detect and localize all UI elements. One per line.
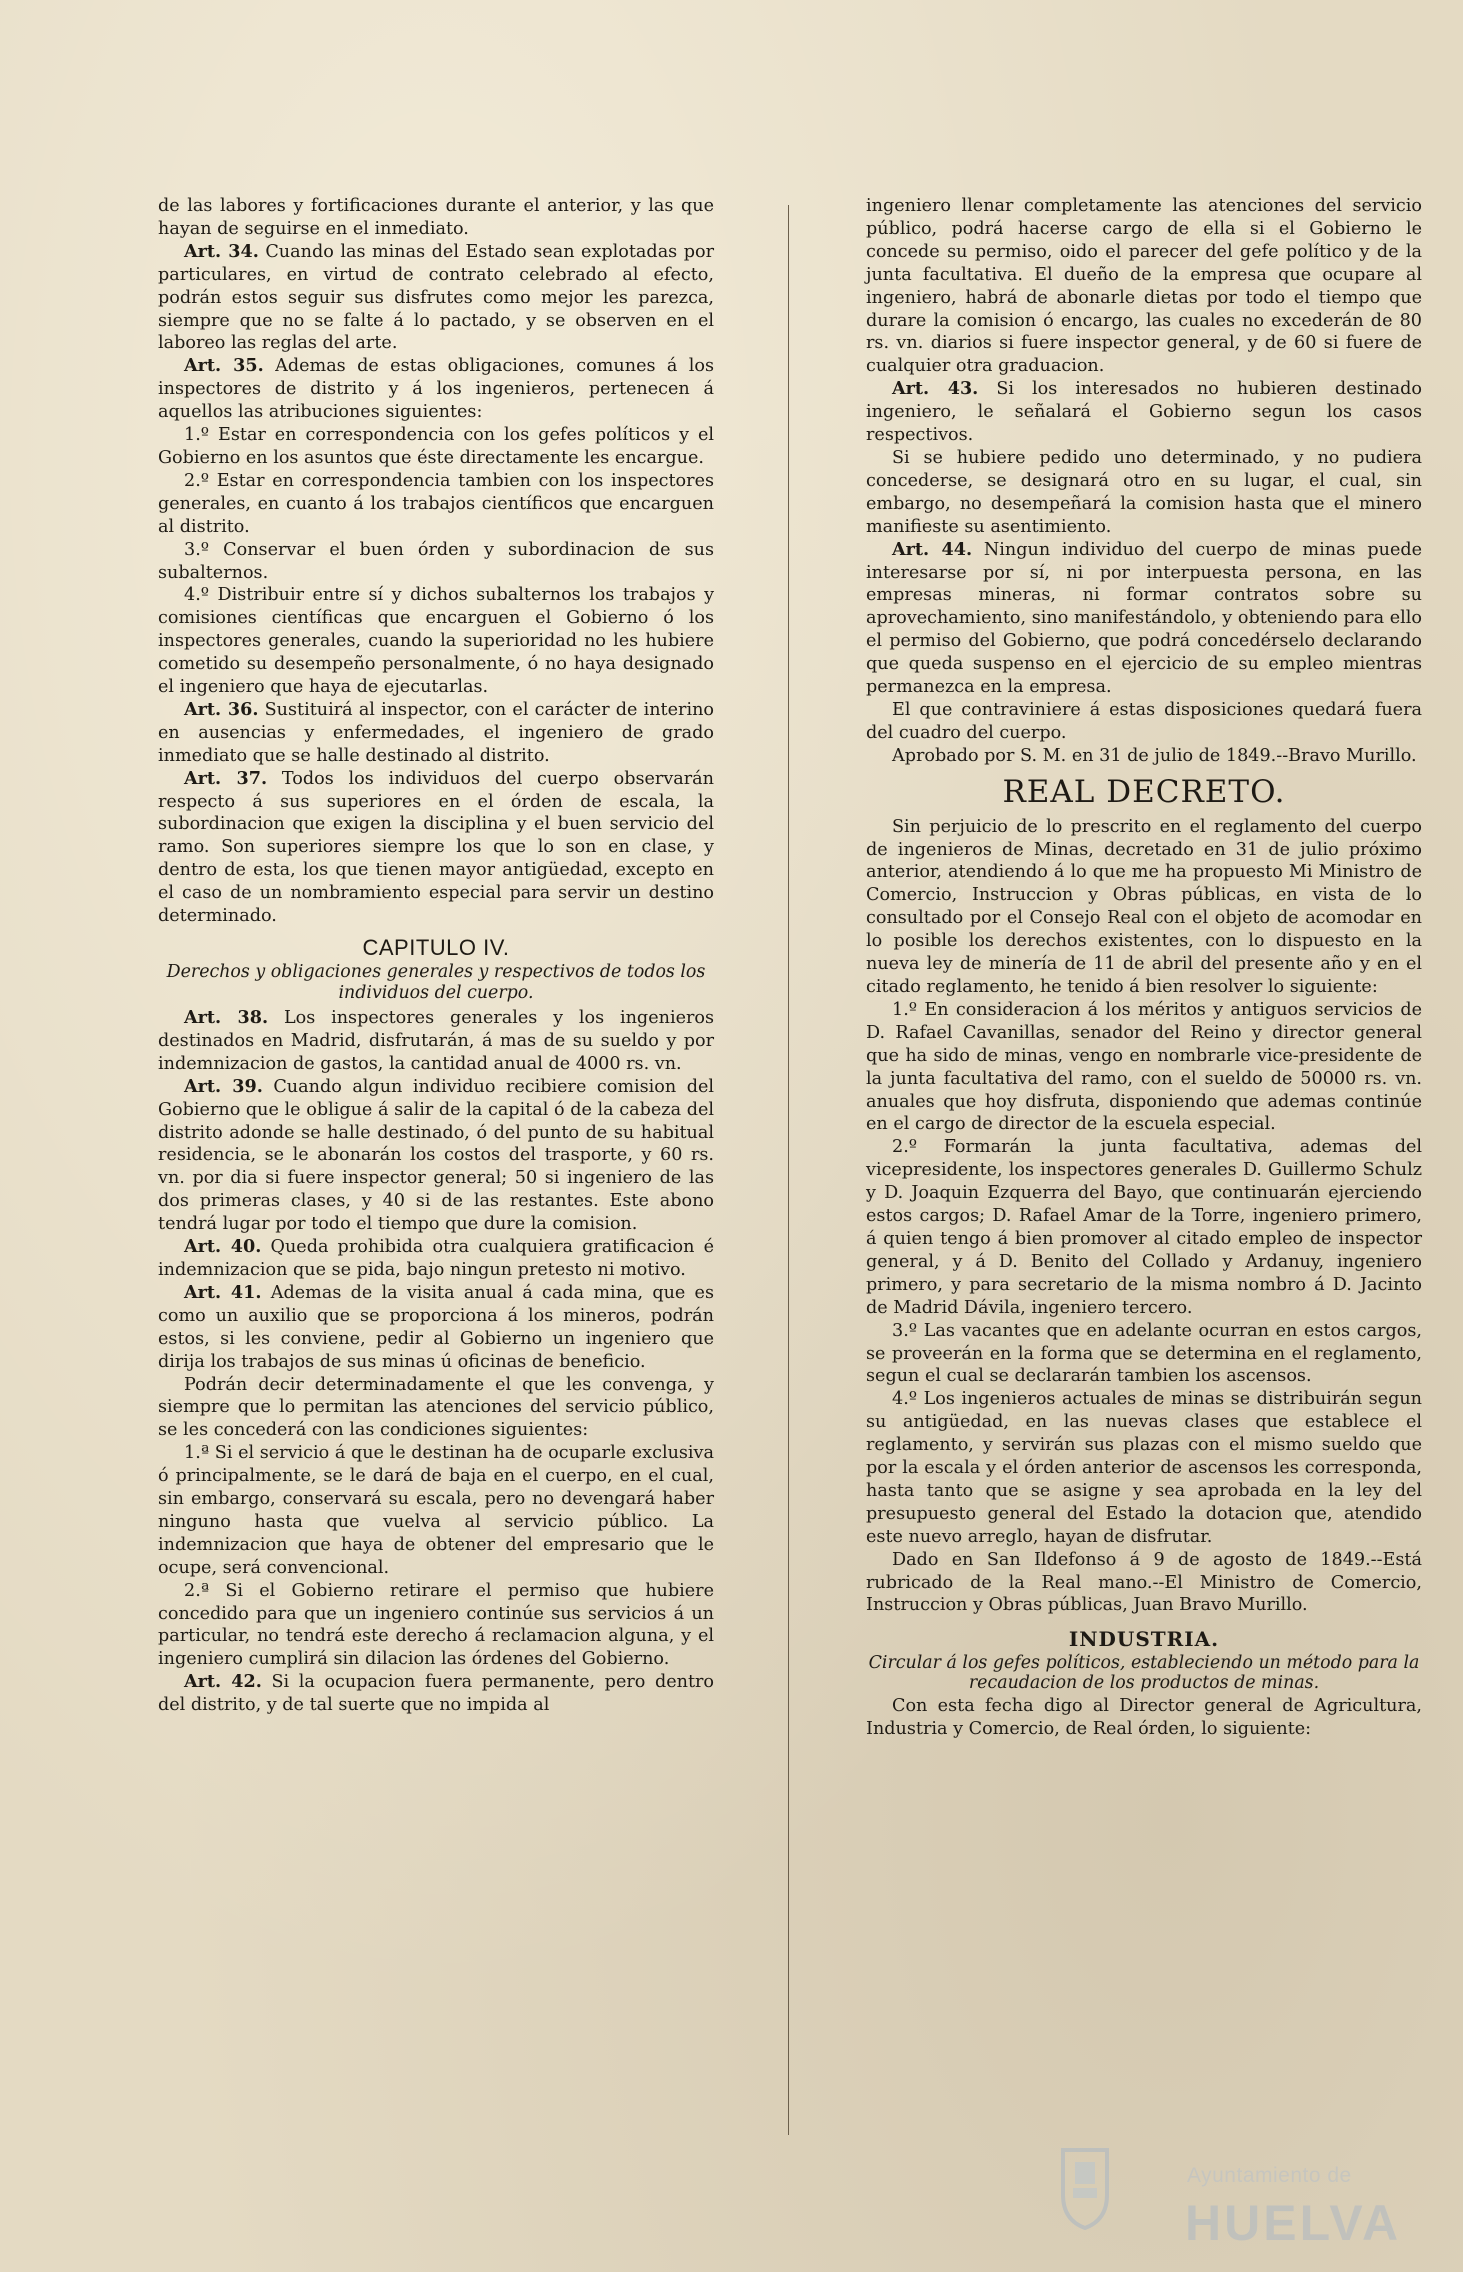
chapter-title: CAPITULO IV. [362, 935, 510, 960]
paragraph: Sin perjuicio de lo prescrito en el reglamento del cuerpo de ingenieros de Minas, decretado en 31 de julio próximo anterior, atendiendo á lo que me ha propuesto Mi Ministro de Comercio, Instruccion y Obras públicas, en vista de lo consultado por el Consejo Real con el objeto de acomodar en lo posible los derechos existentes, con lo dispuesto en la nueva ley de minería de 11 de abril del presente año y en el citado reglamento, he tenido á bien resolver lo siguiente: [866, 816, 1422, 997]
item-number: 4.º [892, 1389, 918, 1410]
list-item [866, 1320, 1422, 1389]
article-42 [158, 1671, 714, 1717]
paragraph: Con esta fecha digo al Director general de Agricultura, Industria y Comercio, de Real órden, lo siguiente: [866, 1696, 1422, 1740]
article-label: Art. 37. [184, 767, 268, 789]
list-item [158, 470, 714, 539]
article-label: Art. 44. [892, 538, 973, 560]
paragraph: Podrán decir determinadamente el que les convenga, y siempre que lo permitan las atenciones del servicio público, se les concederá con las condiciones siguientes: [158, 1374, 714, 1441]
watermark-line-2: HUELVA [1185, 2195, 1402, 2251]
list-item [158, 1442, 714, 1579]
item-text: Las vacantes que en adelante ocurran en estos cargos, se proveerán en la forma que se determina en el reglamento, segun el cual se declararán tambien los ascensos. [866, 1320, 1422, 1387]
article-label: Art. 38. [184, 1007, 269, 1028]
list-item [158, 424, 714, 470]
article-text: Ademas de estas obligaciones, comunes á los inspectores de distrito y á los ingenieros, pertenecen á aquellos las atribuciones siguientes: [158, 356, 715, 423]
item-text: En consideracion á los méritos y antiguos servicios de D. Rafael Cavanillas, senador del Reino y director general que ha sido de minas, vengo en nombrarle vice-presidente de la junta facultativa del ramo, con el sueldo de 50000 rs. vn. anuales que hoy disfruta, disponiendo que ademas continúe en el cargo de director de la escuela especial. [866, 999, 1422, 1135]
section-title: INDUSTRIA. [1068, 1627, 1220, 1652]
left-column [158, 195, 714, 1717]
article-label: Art. 40. [184, 1236, 262, 1258]
chapter-subtitle: Derechos y obligaciones generales y respectivos de todos los individuos del cuerpo. [166, 962, 706, 1003]
article-label: Art. 42. [184, 1671, 262, 1693]
article-label: Art. 36. [184, 698, 259, 720]
article-40 [158, 1236, 714, 1282]
item-number: 1.º [892, 999, 918, 1020]
item-text: Formarán la junta facultativa, ademas del vicepresidente, los inspectores generales D. Guillermo Schulz y D. Joaquin Ezquerra del Bayo, que continuarán ejerciendo estos cargos; D. Rafael Amar de la Torre, ingeniero primero, á quien tengo á bien promover al citado empleo de inspector general, y á D. Benito del Collado y Ardanuy, ingeniero primero, y para secretario de la misma nombro á D. Jacinto de Madrid Dávila, ingeniero tercero. [866, 1137, 1422, 1318]
article-44 [866, 539, 1422, 699]
article-36 [158, 699, 714, 768]
list-item [866, 999, 1422, 1136]
article-43 [866, 378, 1422, 447]
article-text: Cuando algun individuo recibiere comision del Gobierno que le obligue á salir de la capital ó de la cabeza del distrito adonde se halle destinado, ó del punto de su habitual residencia, se le abonarán los costos del trasporte, y 60 rs. vn. por dia si fuere inspector general; 50 si ingeniero de las dos primeras clases, y 40 si de las restantes. Este abono tendrá lugar por todo el tiempo que dure la comision. [158, 1076, 715, 1235]
list-item [866, 1388, 1422, 1548]
article-37 [158, 768, 714, 928]
article-38 [158, 1007, 714, 1076]
decree-title: REAL DECRETO. [1002, 773, 1286, 810]
item-text: Conservar el buen órden y subordinacion de sus subalternos. [158, 539, 714, 583]
article-text: Los inspectores generales y los ingenieros destinados en Madrid, disfrutarán, á mas de su sueldo y por indemnizacion de gastos, la cantidad anual de 4000 rs. vn. [158, 1008, 715, 1074]
item-number: 3.º [892, 1320, 918, 1341]
list-item [158, 584, 714, 699]
item-text: Distribuir entre sí y dichos subalternos los trabajos y comisiones científicas que encarguen el Gobierno ó los inspectores generales, cuando la superioridad no les hubiere cometido su desempeño personalmente, ó no haya designado el ingeniero que haya de ejecutarlas. [158, 585, 715, 698]
article-35 [158, 355, 714, 424]
archive-watermark [1055, 2140, 1402, 2260]
article-text: Si la ocupacion fuera permanente, pero dentro del distrito, y de tal suerte que no impida al [158, 1672, 715, 1716]
article-label: Art. 43. [892, 378, 979, 400]
item-text: Si el servicio á que le destinan ha de ocuparle exclusiva ó principalmente, se le dará de baja en el cuerpo, en el cual, sin embargo, conservará su escala, pero no devengará haber ninguno hasta que vuelva al servicio público. La indemnizacion que haya de obtener del empresario que le ocupe, será convencional. [158, 1443, 714, 1578]
article-text: Si los interesados no hubieren destinado ingeniero, le señalará el Gobierno segun los casos respectivos. [866, 379, 1423, 446]
coat-of-arms-icon [1055, 2140, 1115, 2230]
watermark-line-1: Ayuntamiento de [1187, 2164, 1352, 2187]
item-number: 2.º [184, 470, 210, 491]
item-text: Los ingenieros actuales de minas se distribuirán segun su antigüedad, en las nuevas clases que establece el reglamento, y servirán sus plazas con el mismo sueldo que por la escala y el órden anterior de ascensos les corresponda, hasta tanto que se asigne y sea aprobada en la ley del presupuesto general del Estado la dotacion que, atendido este nuevo arreglo, hayan de disfrutar. [866, 1389, 1423, 1547]
item-number: 3.º [184, 539, 210, 560]
paragraph: ingeniero llenar completamente las atenciones del servicio público, podrá hacerse cargo de ella si el Gobierno le concede su permiso, oido el parecer del gefe político y de la junta facultativa. El dueño de la empresa que ocupare al ingeniero, habrá de abonarle dietas por todo el tiempo que durare la comision ó encargo, las cuales no excederán de 80 rs. vn. diarios si fuere inspector general, y de 60 si fuere de cualquier otra graduacion. [866, 196, 1422, 377]
paragraph: El que contraviniere á estas disposiciones quedará fuera del cuadro del cuerpo. [866, 699, 1422, 743]
article-text: Sustituirá al inspector, con el carácter de interino en ausencias y enfermedades, el ingeniero de grado inmediato que se halle destinado al distrito. [158, 699, 714, 766]
article-text: Todos los individuos del cuerpo observarán respecto á sus superiores en el órden de escala, la subordinacion que exigen la disciplina y el buen servicio del ramo. Son superiores siempre los que lo son en clase, y dentro de esta, los que tienen mayor antigüedad, excepto en el caso de un nombramiento especial para servir un destino determinado. [158, 768, 715, 927]
approval-line: Aprobado por S. M. en 31 de julio de 1849.--Bravo Murillo. [892, 745, 1417, 766]
item-number: 2.º [892, 1137, 918, 1158]
right-column [866, 195, 1422, 1741]
article-text: Cuando las minas del Estado sean explotadas por particulares, en virtud de contrato celebrado al efecto, podrán estos seguir sus disfrutes como mejor les parezca, siempre que no se falte á lo pactado, y se observen en el laboreo las reglas del arte. [158, 241, 714, 354]
item-text: Estar en correspondencia con los gefes políticos y el Gobierno en los asuntos que éste directamente les encargue. [158, 425, 714, 468]
article-label: Art. 34. [184, 240, 259, 262]
signature-line: Dado en San Ildefonso á 9 de agosto de 1849.--Está rubricado de la Real mano.--El Ministro de Comercio, Instruccion y Obras públicas, Juan Bravo Murillo. [866, 1549, 1422, 1616]
list-item [158, 1580, 714, 1672]
article-text: Ningun individuo del cuerpo de minas puede interesarse por sí, ni por interpuesta persona, en las empresas mineras, ni formar contratos sobre su aprovechamiento, sino manifestándolo, y obteniendo para ello el permiso del Gobierno, que podrá concedérselo declarando que queda suspenso en el ejercicio de su empleo mientras permanezca en la empresa. [866, 539, 1423, 698]
item-number: 1.º [184, 425, 210, 446]
item-number: 4.º [184, 585, 210, 606]
item-number: 2.ª [184, 1580, 210, 1601]
paragraph: Si se hubiere pedido uno determinado, y no pudiera concederse, se designará otro en su lugar, el cual, sin embargo, no desempeñará la comision hasta que el minero manifieste su asentimiento. [866, 447, 1422, 537]
article-label: Art. 41. [184, 1281, 262, 1303]
article-39 [158, 1076, 714, 1236]
paragraph: de las labores y fortificaciones durante el anterior, y las que hayan de seguirse en el inmediato. [158, 196, 714, 239]
article-text: Ademas de la visita anual á cada mina, que es como un auxilio que se proporciona á los mineros, podrán estos, si les conviene, pedir al Gobierno un ingeniero que dirija los trabajos de sus minas ú oficinas de beneficio. [158, 1282, 715, 1372]
list-item [866, 1136, 1422, 1319]
item-text: Estar en correspondencia tambien con los inspectores generales, en cuanto á los trabajos científicos que encarguen al distrito. [158, 470, 715, 537]
column-divider [788, 205, 789, 2135]
item-text: Si el Gobierno retirare el permiso que hubiere concedido para que un ingeniero continúe sus servicios á un particular, no tendrá este derecho á reclamacion alguna, y el ingeniero cumplirá sin dilacion las órdenes del Gobierno. [158, 1580, 714, 1670]
item-number: 1.ª [184, 1443, 210, 1464]
article-label: Art. 39. [184, 1075, 263, 1097]
article-label: Art. 35. [184, 355, 264, 377]
article-34 [158, 241, 714, 356]
article-text: Queda prohibida otra cualquiera gratificacion é indemnizacion que se pida, bajo ningun pretesto ni motivo. [158, 1237, 714, 1280]
list-item [158, 539, 714, 585]
section-subtitle: Circular á los gefes políticos, estableciendo un método para la recaudacion de los productos de minas. [868, 1653, 1420, 1694]
article-41 [158, 1282, 714, 1374]
